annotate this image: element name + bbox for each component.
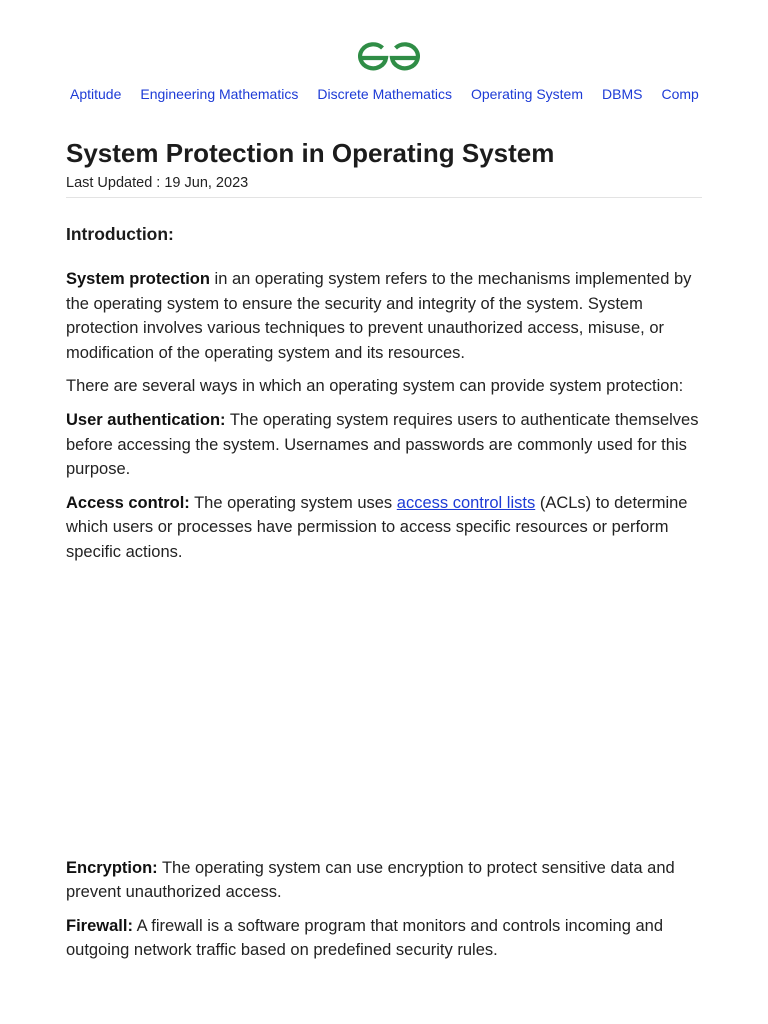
- last-updated: Last Updated : 19 Jun, 2023: [66, 175, 249, 191]
- term-firewall: Firewall:: [66, 916, 133, 935]
- nav-item-operating-system[interactable]: Operating System: [470, 86, 584, 102]
- ad-placeholder: [66, 565, 706, 856]
- nav-item-dbms[interactable]: DBMS: [602, 86, 643, 102]
- paragraph-user-authentication: [66, 408, 706, 482]
- term-system-protection: System protection: [66, 270, 210, 288]
- link-access-control-lists[interactable]: access control lists: [396, 493, 536, 512]
- article: [66, 136, 706, 963]
- paragraph-system-protection: [66, 267, 706, 365]
- nav-item-engineering-mathematics[interactable]: Engineering Mathematics: [140, 86, 299, 102]
- paragraph-text: The operating system can use encryption to protect sensitive data and prevent unauthorized access.: [66, 858, 675, 902]
- paragraph-firewall: [66, 914, 706, 963]
- geeksforgeeks-logo-icon[interactable]: [358, 40, 420, 74]
- paragraph-text: A firewall is a software program that monitors and controls incoming and outgoing network traffic based on predefined security rules.: [66, 916, 664, 960]
- paragraph-ways: There are several ways in which an operating system can provide system protection:: [66, 377, 684, 396]
- paragraph-text: The operating system uses: [189, 493, 397, 512]
- paragraph-encryption: [66, 856, 706, 905]
- nav-item-discrete-mathematics[interactable]: Discrete Mathematics: [317, 86, 452, 102]
- paragraph-text: in an operating system refers to the mechanisms implemented by the operating system to ensure the security and integrity of the system. System protection involves various techniques to prevent unauthorized access, misuse, or modification of the operating system and its resources.: [66, 270, 692, 362]
- term-access-control: Access control:: [66, 493, 190, 512]
- paragraph-text: (ACLs) to determine which users or processes have permission to access specific resources or perform specific actions.: [66, 493, 688, 561]
- term-encryption: Encryption:: [66, 858, 158, 877]
- divider: [66, 197, 702, 198]
- top-nav: [70, 86, 716, 106]
- paragraph-text: The operating system requires users to authenticate themselves before accessing the system. Usernames and passwords are commonly used for this purpose.: [66, 410, 699, 479]
- section-heading-introduction: Introduction:: [66, 224, 174, 244]
- nav-item-comp[interactable]: Comp: [661, 86, 699, 102]
- term-user-authentication: User authentication:: [66, 410, 226, 429]
- paragraph-access-control: [66, 491, 706, 565]
- page-title: System Protection in Operating System: [66, 138, 555, 168]
- nav-item-aptitude[interactable]: Aptitude: [70, 86, 122, 102]
